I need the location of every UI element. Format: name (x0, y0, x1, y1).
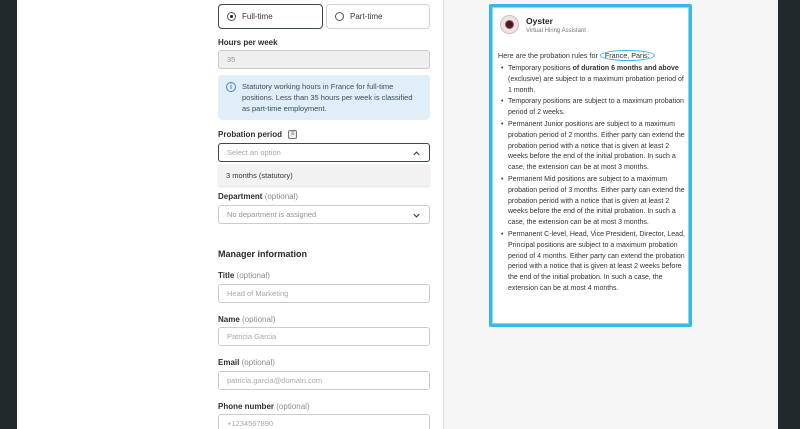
intro-text: Here are the probation rules for (498, 51, 598, 60)
info-icon: i (226, 82, 236, 92)
manager-name-label-text: Name (218, 315, 240, 324)
optional-tag: (optional) (242, 315, 276, 324)
manager-name-input[interactable] (218, 327, 430, 346)
option-label: 3 months (statutory) (226, 170, 293, 180)
chevron-up-icon (412, 149, 421, 158)
chevron-down-icon (412, 211, 421, 220)
manager-phone-placeholder: +1234567890 (227, 419, 274, 428)
part-time-label: Part-time (350, 12, 383, 21)
part-time-option[interactable] (326, 4, 430, 29)
optional-tag: (optional) (236, 271, 270, 280)
hours-value: 35 (227, 55, 236, 64)
manager-phone-label (218, 402, 310, 411)
probation-label-text: Probation period (218, 130, 282, 139)
list-item: • Permanent Mid positions are subject to a maximum probation period of 3 months. Either party can extend the probation period with a notice that is given at least 2 weeks before the end of the initial probation. In such a case, the extension can be at most 3 months. (499, 175, 687, 229)
manager-email-placeholder: patricia.garcia@domain.com (227, 376, 323, 385)
right-frame-edge (778, 0, 800, 429)
manager-title-placeholder: Head of Marketing (227, 289, 289, 298)
optional-tag: (optional) (264, 192, 299, 201)
hours-label: Hours per week (218, 38, 278, 47)
manager-phone-input[interactable] (218, 414, 430, 429)
page (17, 0, 778, 429)
list-item: • Permanent Junior positions are subject to a maximum probation period of 2 months. Either party can extend the probation period with a notice that is given at least 2 weeks before the end of the initial probation. In such a case, the extension can be at most 3 months. (499, 120, 687, 174)
employment-form (17, 0, 444, 429)
assistant-panel (445, 0, 778, 429)
department-select[interactable] (218, 205, 430, 224)
manager-name-label (218, 315, 275, 324)
list-item: • Temporary positions are subject to a maximum probation period of 2 weeks. (499, 97, 687, 119)
assistant-intro (498, 50, 655, 61)
info-text: Statutory working hours in France for full-time positions. Less than 35 hours per week is classified as part-time employment. (242, 82, 413, 113)
radio-selected-icon (227, 12, 236, 21)
probation-placeholder: Select an option (227, 148, 281, 157)
assistant-name: Oyster (526, 16, 553, 26)
assistant-avatar (500, 15, 519, 34)
full-time-label: Full-time (242, 12, 273, 21)
full-time-option[interactable] (218, 4, 323, 29)
list-item: • Permanent C-level, Head, Vice President, Director, Lead, Principal positions are subject to a maximum probation period of 4 months. Either party can extend the probation period with a notice that is given at least 2 weeks before the end of the initial probation. In such a case, the extension can be at most 4 months. (499, 230, 687, 295)
probation-label (218, 130, 297, 139)
manager-title-label (218, 271, 270, 280)
probation-select[interactable] (218, 143, 430, 162)
assistant-message-card (489, 4, 692, 327)
department-value: No department is assigned (227, 210, 317, 219)
assistant-role: Virtual Hiring Assistant (526, 28, 586, 34)
info-notice (218, 75, 430, 120)
hours-input[interactable] (218, 50, 430, 69)
probation-option-statutory[interactable] (218, 164, 430, 186)
manager-name-placeholder: Patricia Garcia (227, 332, 277, 341)
document-icon[interactable]: ≡ (288, 130, 297, 139)
probation-rules-list (499, 64, 687, 296)
department-label-text: Department (218, 192, 263, 201)
manager-email-label-text: Email (218, 358, 240, 367)
manager-title-label-text: Title (218, 271, 235, 280)
optional-tag: (optional) (241, 358, 275, 367)
radio-empty-icon (335, 12, 344, 21)
manager-email-input[interactable] (218, 371, 430, 390)
list-item: • Temporary positions of duration 6 months and above (exclusive) are subject to a maximum probation period of 1 month. (499, 64, 687, 96)
manager-email-label (218, 358, 275, 367)
manager-phone-label-text: Phone number (218, 402, 275, 411)
department-label (218, 192, 298, 201)
left-frame-edge (0, 0, 17, 429)
manager-title-input[interactable] (218, 284, 430, 303)
place-highlight: France, Paris: (600, 50, 655, 61)
manager-section-heading: Manager information (218, 249, 308, 259)
optional-tag: (optional) (276, 402, 310, 411)
